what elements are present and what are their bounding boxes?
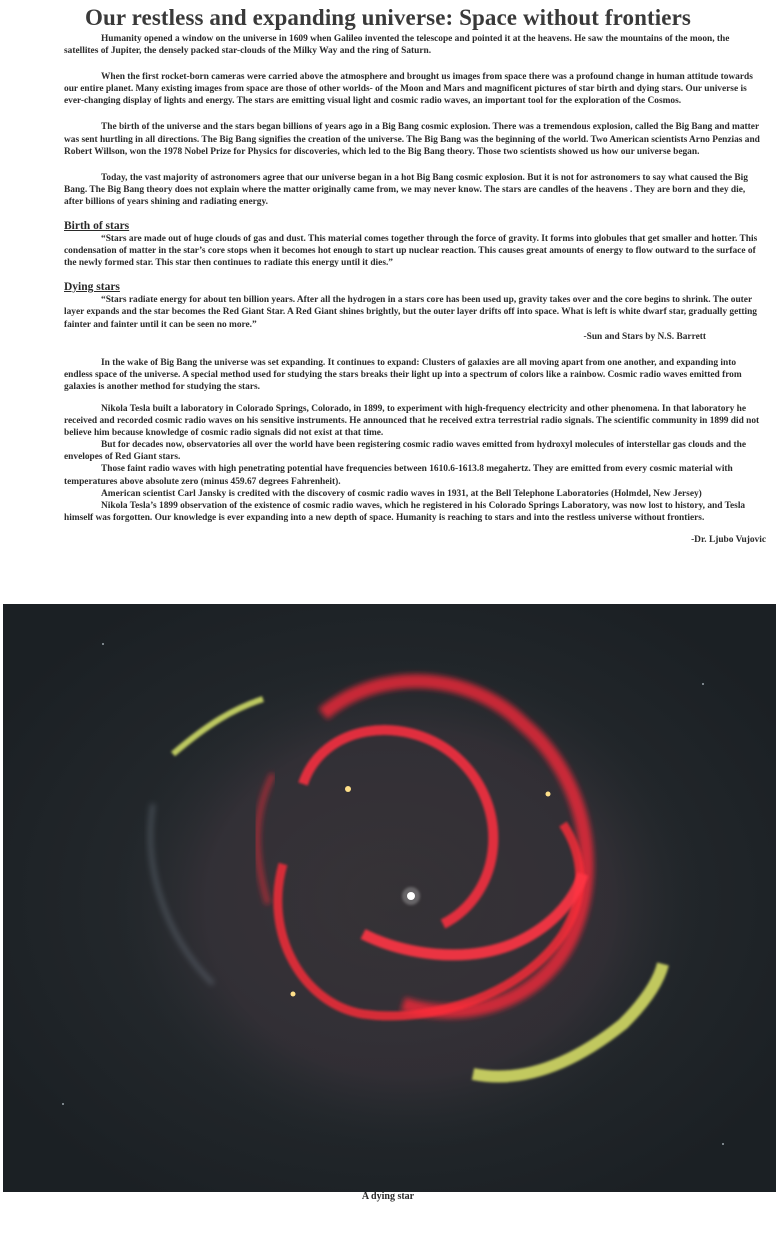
author-signature: -Dr. Ljubo Vujovic — [691, 534, 766, 545]
closing-paragraph-3: But for decades now, observatories all over the world have been registering cosmic radio waves emitted from hydroxyl molecules of interstellar gas clouds and the envelopes of Red Giant stars. — [64, 440, 746, 463]
closing-paragraph-6: Nikola Tesla’s 1899 observation of the existence of cosmic radio waves, which he registered in his Colorado Springs Laboratory, was now lost to history, and Tesla himself was forgotten. Our knowledge is ever expanding into a new depth of space. Humanity is reaching to stars and into the restless universe without frontiers. — [64, 500, 746, 523]
photo-caption: A dying star — [361, 1191, 415, 1202]
dying-stars-heading: Dying stars — [64, 281, 120, 294]
article-body — [64, 33, 766, 546]
intro-paragraph-1: Humanity opened a window on the universe in 1609 when Galileo invented the telescope and pointed it at the heavens. He saw the mountains of the moon, the satellites of Jupiter, the densely packed star-clouds of the Milky Way and the ring of Saturn. — [64, 34, 730, 57]
closing-paragraph-1: In the wake of Big Bang the universe was set expanding. It continues to expand: Clusters of galaxies are all moving apart from one another, and expanding into endless space of the universe. A special method used for studying the stars breaks their light up into a spectrum of colors like a rainbow. Cosmic radio waves emitted from galaxies is another method for studying the stars. — [64, 357, 742, 392]
page-title: Our restless and expanding universe: Space without frontiers — [85, 5, 691, 30]
intro-paragraph-2: When the first rocket-born cameras were carried above the atmosphere and brought us images from space there was a profound change in human attitude towards our entire planet. Many existing images from space are those of other worlds- of the Moon and Mars and magnificent pictures of star birth and dying stars. Our universe is ever-changing display of lights and energy. The stars are emitting visual light and cosmic radio waves, an important tool for the exploration of the Cosmos. — [64, 72, 753, 107]
dying-stars-text: “Stars radiate energy for about ten billion years. After all the hydrogen in a stars core has been used up, gravity takes over and the core begins to shrink. The outer layer expands and the star becomes the Red Giant Star. A Red Giant shines brightly, but the outer layer drifts off into space. What is left is white dwarf star, gradually getting fainter and fainter until it can be seen no more.” — [64, 295, 757, 330]
dying-star-photo — [3, 604, 776, 1192]
birth-of-stars-text: “Stars are made out of huge clouds of gas and dust. This material comes together through the force of gravity. It forms into globules that get smaller and hotter. This condensation of matter in the star’s core stops when it becomes hot enough to start up nuclear reaction. This causes great amounts of energy to flow outward to the surface of the newly formed star. This star then continues to radiate this energy until it dies.” — [64, 234, 758, 269]
quote-source: -Sun and Stars by N.S. Barrett — [583, 331, 706, 342]
birth-of-stars-heading: Birth of stars — [64, 220, 130, 233]
intro-paragraph-3: The birth of the universe and the stars began billions of years ago in a Big Bang cosmic explosion. There was a tremendous explosion, called the Big Bang and matter was sent hurtling in all directions. The Big Bang signifies the creation of the universe. The Big Bang was the beginning of the world. Two American scientists Arno Penzias and Robert Willson, won the 1978 Nobel Prize for Physics for discoveries, which led to the Big Bang theory. Those two scientists showed us how our universe began. — [64, 122, 760, 157]
intro-paragraph-4: Today, the vast majority of astronomers agree that our universe began in a hot Big Bang cosmic explosion. But it is not for astronomers to say what caused the Big Bang. The Big Bang theory does not explain where the matter originally came from, we may never know. The stars are candles of the heavens . They are born and they die, after billions of years shining and radiating energy. — [64, 172, 748, 207]
closing-paragraph-5: American scientist Carl Jansky is credited with the discovery of cosmic radio waves in 1931, at the Bell Telephone Laboratories (Holmdel, New Jersey) — [101, 488, 702, 499]
closing-paragraph-2: Nikola Tesla built a laboratory in Colorado Springs, Colorado, in 1899, to experiment with high-frequency electricity and other phenomena. In that laboratory he received and recorded cosmic radio waves on his sensitive instruments. He announced that he received extra terrestrial radio signals. The scientific community in 1899 did not believe him because knowledge of cosmic radio signals did not exist at that time. — [64, 403, 760, 439]
closing-paragraph-4: Those faint radio waves with high penetrating potential have frequencies between 1610.6-1613.8 megahertz. They are emitted from every cosmic material with temperatures above absolute zero (minus 459.67 degrees Fahrenheit). — [64, 464, 733, 487]
